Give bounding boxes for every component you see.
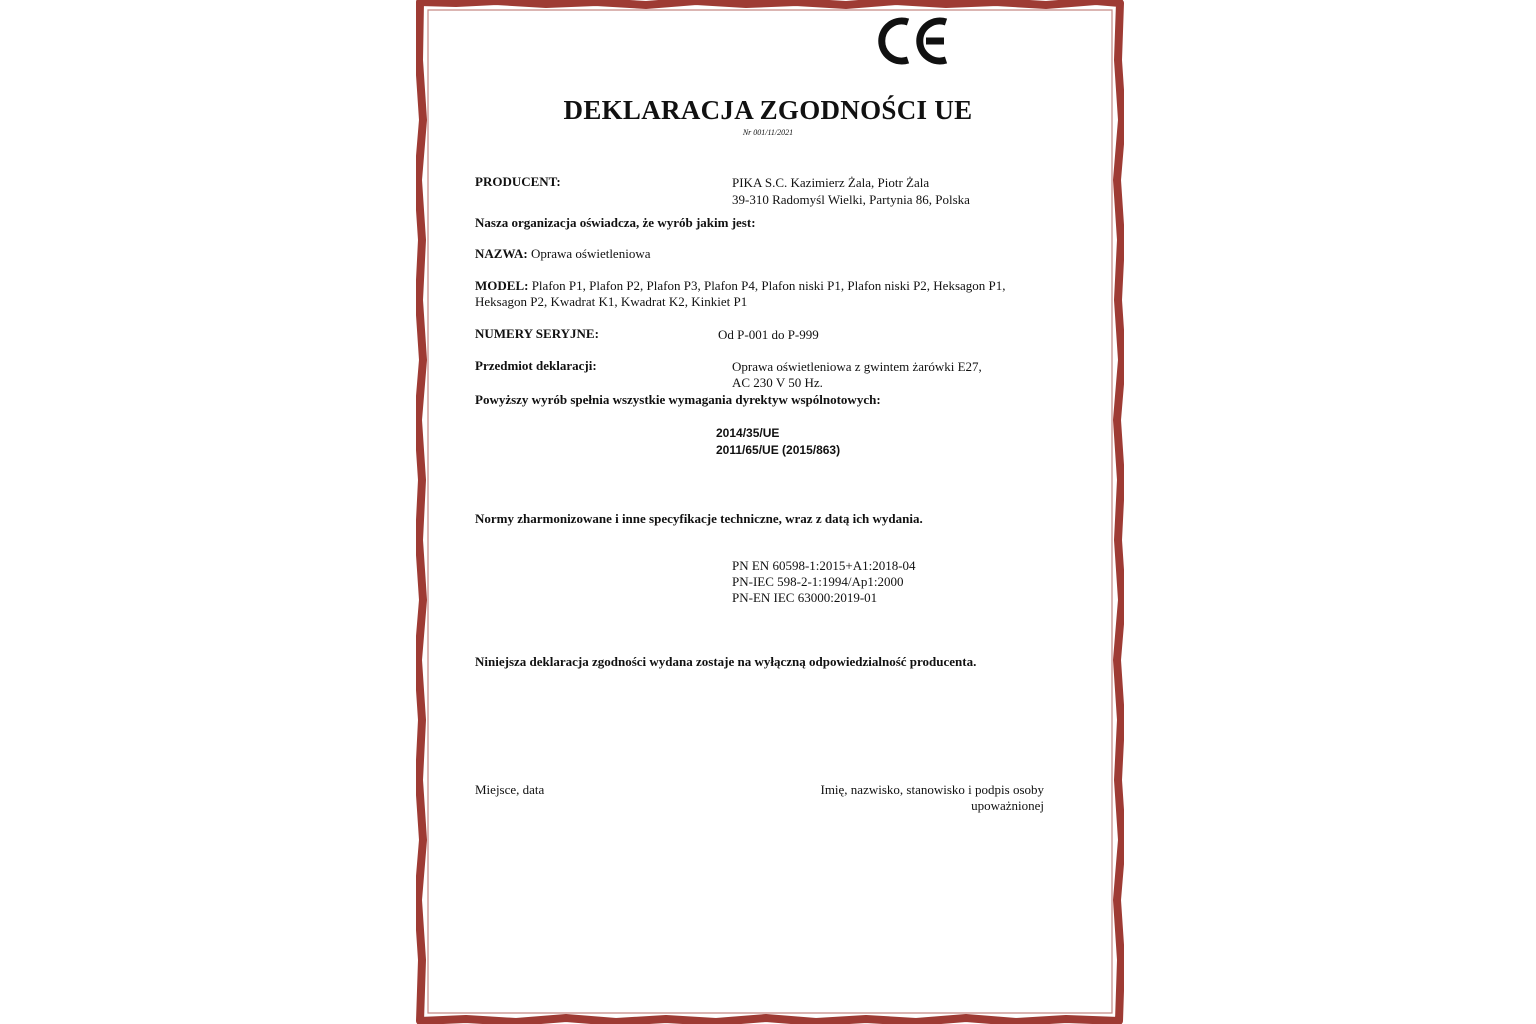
standards-heading: Normy zharmonizowane i inne specyfikacje techniczne, wraz z datą ich wydania. <box>475 511 923 526</box>
name-value: Oprawa oświetleniowa <box>527 246 651 261</box>
serial-label: NUMERY SERYJNE: <box>475 326 599 341</box>
model-value-1: Plafon P1, Plafon P2, Plafon P3, Plafon P4, Plafon niski P1, Plafon niski P2, Heksagon P1, <box>528 278 1006 293</box>
producer-address: 39-310 Radomyśl Wielki, Partynia 86, Polska <box>732 192 970 207</box>
ce-mark-icon <box>878 16 952 66</box>
subject-value-1: Oprawa oświetleniowa z gwintem żarówki E27, <box>732 359 982 374</box>
subject-value-2: AC 230 V 50 Hz. <box>732 375 823 390</box>
serial-value: Od P-001 do P-999 <box>718 327 819 342</box>
signature-label-2: upoważnionej <box>971 798 1044 813</box>
document-title: DEKLARACJA ZGODNOŚCI UE <box>563 95 973 125</box>
product-name-line <box>475 246 650 262</box>
directive-item: 2014/35/UE <box>716 426 780 440</box>
model-value-2: Heksagon P2, Kwadrat K1, Kwadrat K2, Kinkiet P1 <box>475 294 748 309</box>
producer-name: PIKA S.C. Kazimierz Żala, Piotr Żala <box>732 175 930 190</box>
directive-item: 2011/65/UE (2015/863) <box>716 443 841 457</box>
signature-label-1: Imię, nazwisko, stanowisko i podpis osoby <box>820 782 1044 797</box>
document-number: Nr 001/11/2021 <box>742 128 794 137</box>
model-label: MODEL: <box>475 278 529 293</box>
model-line-1 <box>475 278 1006 294</box>
place-date-label: Miejsce, data <box>475 782 545 797</box>
responsibility-statement: Niniejsza deklaracja zgodności wydana zostaje na wyłączną odpowiedzialność producenta. <box>475 654 977 669</box>
requirements-statement: Powyższy wyrób spełnia wszystkie wymagania dyrektyw wspólnotowych: <box>475 392 881 407</box>
name-label: NAZWA: <box>475 246 528 261</box>
subject-label: Przedmiot deklaracji: <box>475 358 597 373</box>
declaration-statement: Nasza organizacja oświadcza, że wyrób jakim jest: <box>475 215 756 230</box>
producer-label: PRODUCENT: <box>475 174 561 189</box>
standard-item: PN EN 60598-1:2015+A1:2018-04 <box>732 558 916 573</box>
standard-item: PN-IEC 598-2-1:1994/Ap1:2000 <box>732 574 904 589</box>
standard-item: PN-EN IEC 63000:2019-01 <box>732 590 878 605</box>
